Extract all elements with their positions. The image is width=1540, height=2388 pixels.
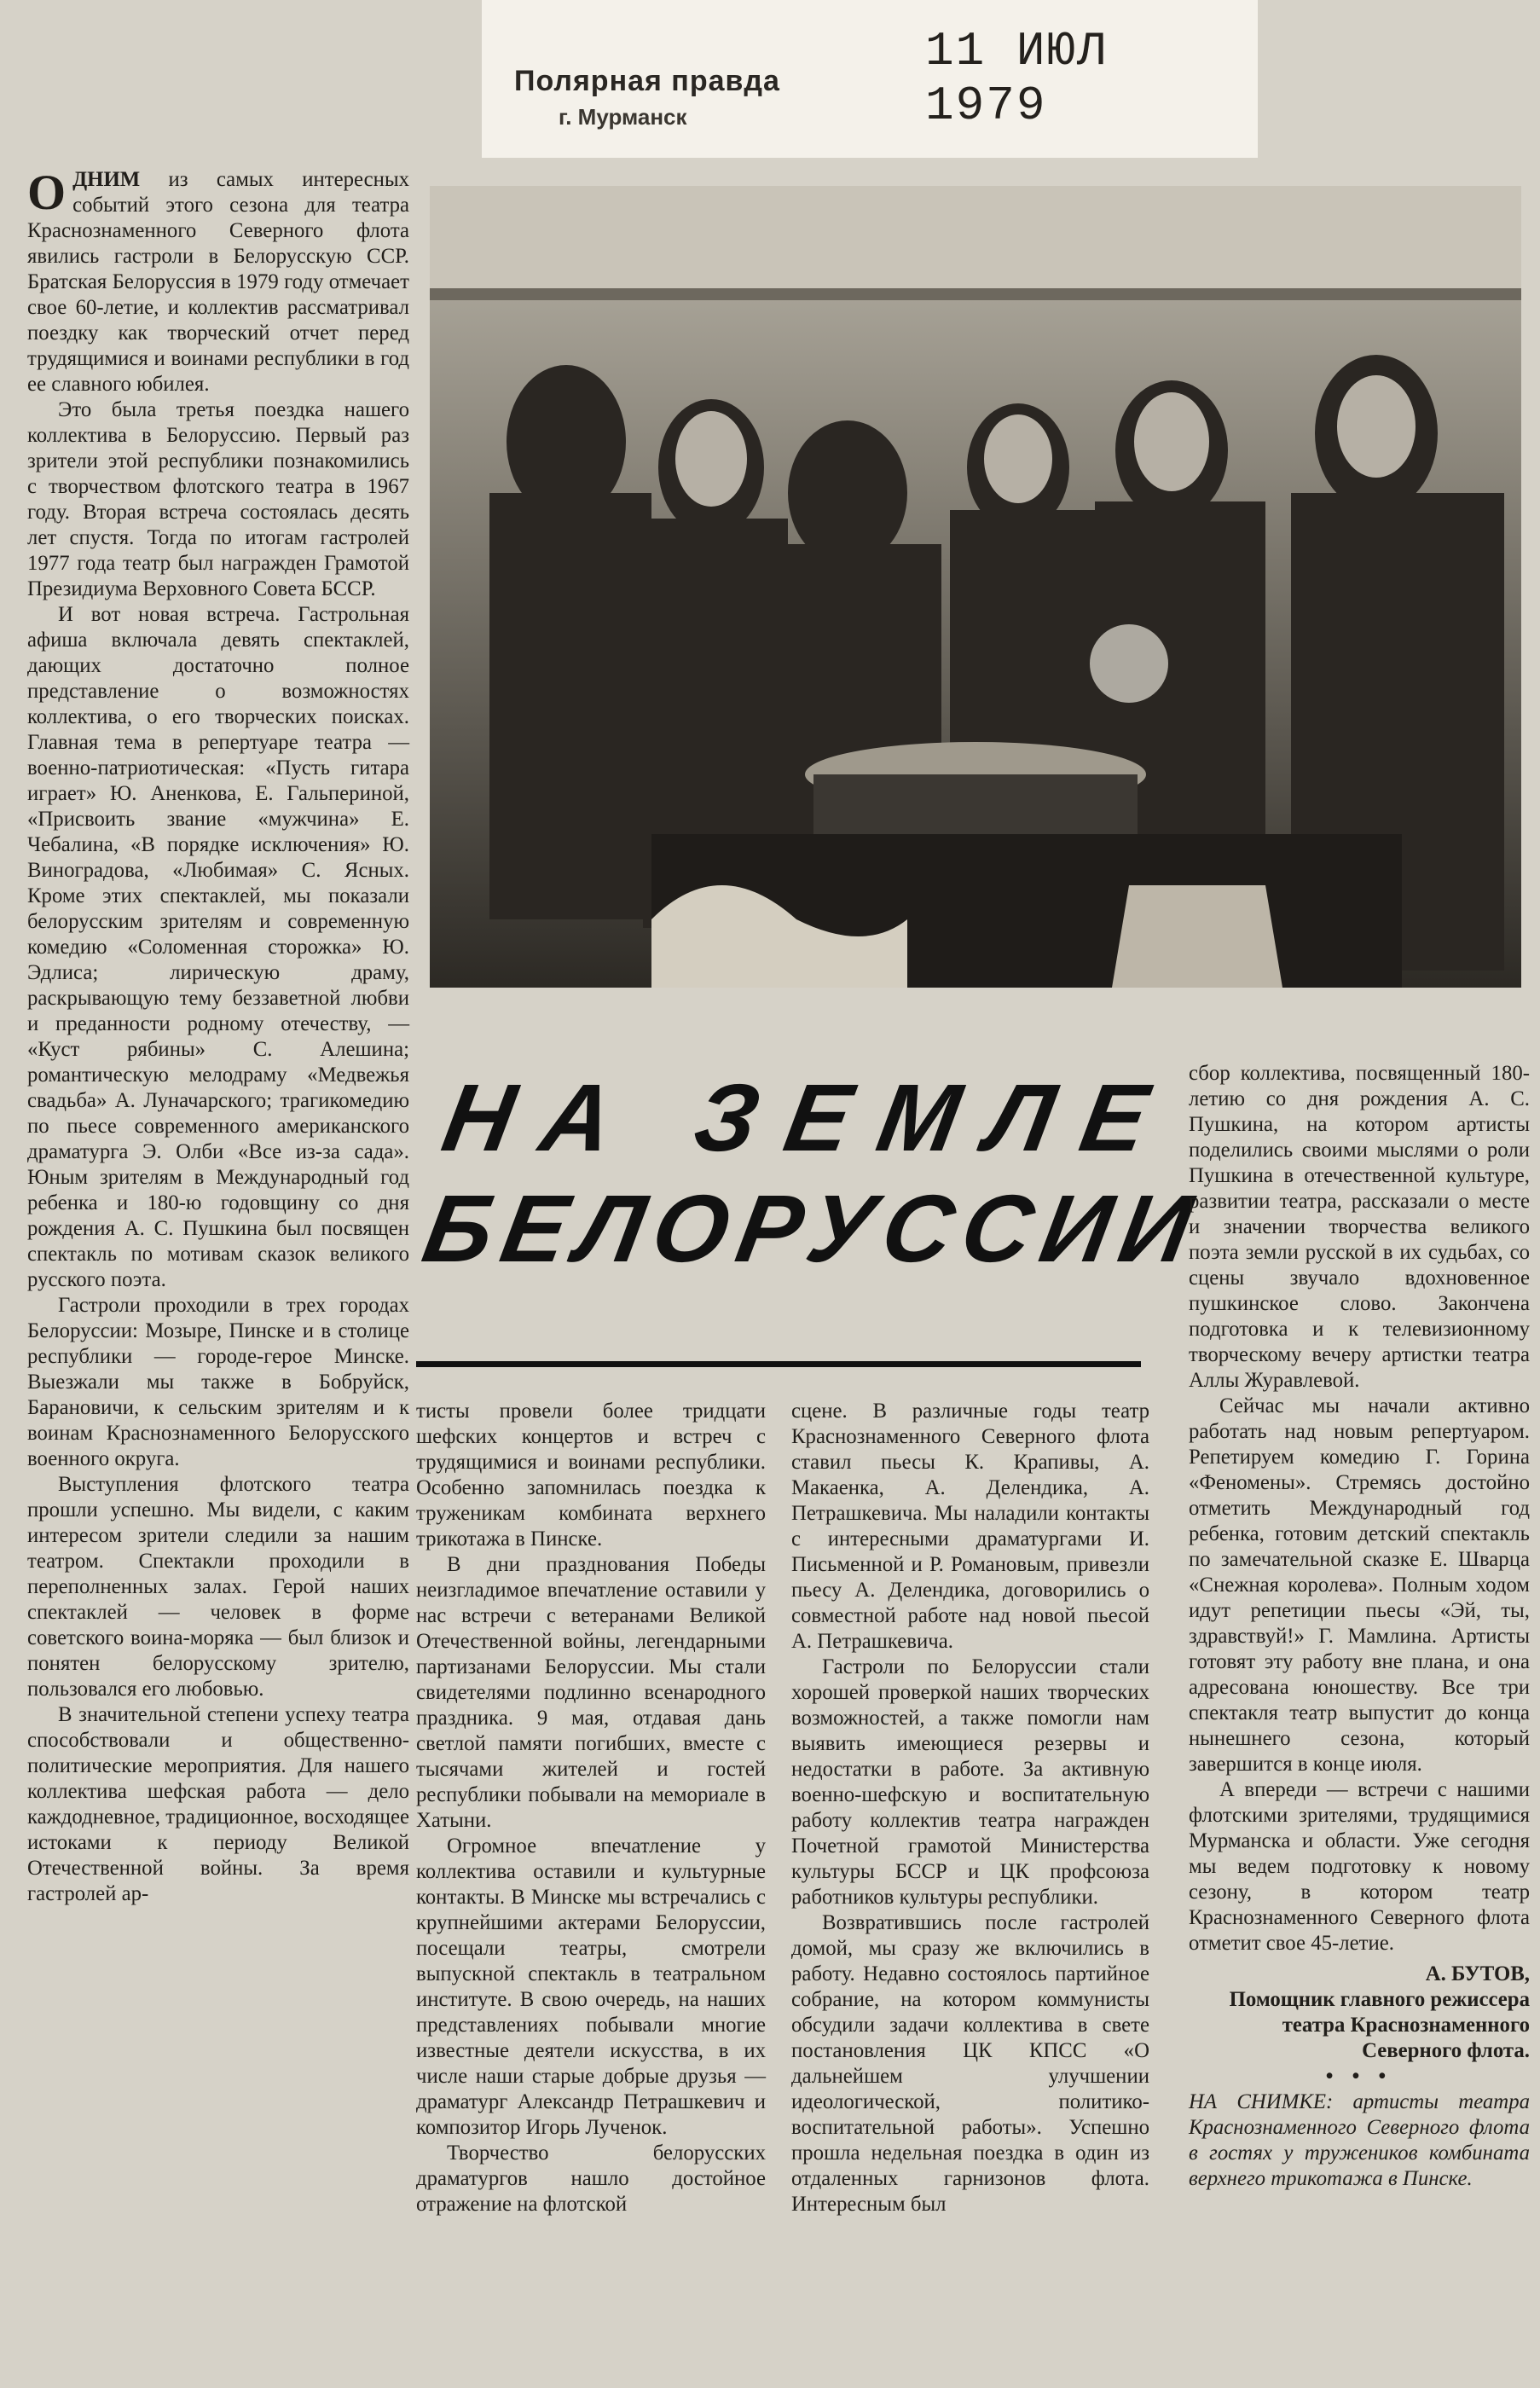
headline-rule <box>416 1361 1141 1367</box>
article-column-4 <box>1189 1061 1530 2379</box>
paragraph: Гастроли по Белоруссии стали хорошей проверкой наших творческих возможностей, а также помогли нам выявить имеющиеся резервы и недостатки в работе. За активную военно-шефскую и воспитательную работу коллектив театра награжден Почетной грамотой Министерства культуры БССР и ЦК профсоюза работников культуры республики. <box>791 1655 1149 1909</box>
caption-label: НА СНИМКЕ: <box>1189 2090 1334 2113</box>
author-name: А. БУТОВ, <box>1425 1962 1530 1985</box>
dropcap-rest: ДНИМ <box>72 168 141 191</box>
date-stamp: 11 ИЮЛ 1979 <box>925 24 1108 133</box>
paragraph: В дни празднования Победы неизгладимое впечатление оставили у нас встречи с ветеранами Великой Отечественной войны, легендарными партизанами Белоруссии. Мы стали свидетелями подлинно всенародного праздника. 9 мая, отдавая дань светлой памяти погибших, вместе с тысячами жителей и гостей республики побывали на мемориале в Хатыни. <box>416 1553 766 1832</box>
paragraph: тисты провели более тридцати шефских концертов и встреч с трудящимися и воинами республики. Особенно запомнилась поездка к труженикам комбината верхнего трикотажа в Пинске. <box>416 1400 766 1550</box>
paragraph: А впереди — встречи с нашими флотскими зрителями, трудящимися Мурманска и области. Уже сегодня мы ведем подготовку к новому сезону, в котором театр Краснознаменного Северного флота отметит свое 45-летие. <box>1189 1778 1530 1955</box>
paragraph: В значительной степени успеху театра способствовали и общественно-политические мероприятия. Для нашего коллектива шефская работа — дело каждодневное, традиционное, восходящее истоками к периоду Великой Отечественной войны. За время гастролей ар- <box>27 1703 409 1905</box>
paragraph: Сейчас мы начали активно работать над новым репертуаром. Репетируем комедию Г. Горина «Феномены». Стремясь достойно отметить Международный год ребенка, готовим детский спектакль по замечательной сказке Е. Шварца «Снежная королева». Полным ходом идут репетиции пьесы «Эй, ты, здравствуй!» Г. Мамлина. Артисты готовят эту работу вне плана, и она адресована юношеству. Все три спектакля театр выпустит до конца нынешнего сезона, который завершится в конце июля. <box>1189 1394 1530 1776</box>
headline-line-2: БЕЛОРУССИИ <box>415 1175 1210 1282</box>
headline-line-1: НА ЗЕМЛЕ <box>435 1064 1185 1171</box>
paragraph: И вот новая встреча. Гастрольная афиша включала девять спектаклей, дающих достаточно полное представление о возможностях коллектива, о его творческих поисках. Главная тема в репертуаре театра — военно-патриотическая: «Пусть гитара играет» Ю. Аненкова, Е. Гальпериной, «Присвоить звание «мужчина» Е. Чебалина, «В порядке исключения» Ю. Виноградова, «Любимая» С. Ясных. Кроме этих спектаклей, мы показали белорусским зрителям и современную комедию «Соломенная сторожка» Ю. Эдлиса; лирическую драму, раскрывающую тему беззаветной любви и преданности родному отечеству, — «Куст рябины» С. Алешина; романтическую мелодраму «Медвежья свадьба» А. Луначарского; трагикомедию по пьесе современного американского драматурга Э. Олби «Все из-за сада». Юным зрителям в Международный год ребенка и 180-ю годовщину со дня рождения А. С. Пушкина был посвящен спектакль по мотивам сказок великого русского поэта. <box>27 603 409 1291</box>
paragraph: Выступления флотского театра прошли успешно. Мы видели, с каким интересом зрители следили за нашим театром. Спектакли проходили в переполненных залах. Герой наших спектаклей — человек в форме советского воина-моряка — был близок и понятен белорусскому зрителю, пользовался его любовью. <box>27 1473 409 1701</box>
paragraph: Это была третья поездка нашего коллектива в Белоруссию. Первый раз зрители этой республики познакомились с творчеством флотского театра в 1967 году. Вторая встреча состоялась десять лет спустя. Тогда по итогам гастролей 1977 года театр был награжден Грамотой Президиума Верховного Совета БССР. <box>27 398 409 600</box>
paragraph <box>27 167 409 397</box>
article-headline <box>415 1063 1210 1284</box>
paragraph: Возвратившись после гастролей домой, мы сразу же включились в работу. Недавно состоялось партийное собрание, на котором коммунисты обсудили задачи коллектива в свете постановления ЦК КПСС «О дальнейшем улучшении идеологической, политико-воспитательной работы». Успешно прошла недельная поездка в один из отдаленных гарнизонов флота. Интересным был <box>791 1911 1149 2216</box>
paragraph-text: из самых интересных событий этого сезона для театра Краснознаменного Северного флота явились гастроли в Белорусскую ССР. Братская Белоруссия в 1979 году отмечает свое 60-летие, и коллектив рассматривал поездку как творческий отчет перед трудящимися и воинами республики в год ее славного юбилея. <box>27 168 409 396</box>
separator-dots: • • • <box>1325 2065 1393 2088</box>
paragraph: сбор коллектива, посвященный 180-летию со дня рождения А. С. Пушкина, на котором артисты поделились своими мыслями о роли Пушкина в отечественной культуре, развитии театра, рассказали о месте и значении творчества великого поэта земли русской в их судьбах, со сцены звучало вдохновенное пушкинское слово. Закончена подготовка и к телевизионному творческому вечеру артистки театра Аллы Журавлевой. <box>1189 1062 1530 1392</box>
paragraph: Творчество белорусских драматургов нашло достойное отражение на флотской <box>416 2142 766 2216</box>
photo-scene <box>430 186 1521 988</box>
paper-name: Полярная правда <box>514 65 780 97</box>
dropcap-letter: О <box>27 165 67 220</box>
article-column-2 <box>416 1399 766 2379</box>
caption-text: артисты театра Краснознаменного Северного флота в гостях у тружеников комбината верхнего трикотажа в Пинске. <box>1189 2090 1530 2190</box>
paragraph: сцене. В различные годы театр Краснознаменного Северного флота ставил пьесы К. Крапивы, А. Макаенка, А. Делендика, А. Петрашкевича. Мы наладили контакты с интересными драматургами И. Письменной и Р. Романовым, привезли пьесу А. Делендика, договорились о совместной работе над новой пьесой А. Петрашкевича. <box>791 1400 1149 1653</box>
paragraph: Гастроли проходили в трех городах Белоруссии: Мозыре, Пинске и в столице республики — городе-герое Минске. Выезжали мы также в Бобруйск, Барановичи, к сельским зрителям и к воинам Краснознаменного Белорусского военного округа. <box>27 1294 409 1470</box>
photo-caption <box>1189 2090 1530 2192</box>
masthead <box>482 0 1258 158</box>
paragraph: Огромное впечатление у коллектива оставили и культурные контакты. В Минске мы встречались с крупнейшими актерами Белоруссии, посещали театры, смотрели выпускной спектакль в театральном институте. В свою очередь, на наших представлениях побывали многие известные деятели искусства, в их числе наши старые добрые друзья — драматург Александр Петрашкевич и композитор Игорь Лученок. <box>416 1834 766 2139</box>
article-photo <box>430 186 1521 988</box>
author-position: Помощник главного режиссера театра Краснознаменного Северного флота. <box>1229 1988 1530 2062</box>
article-column-1 <box>27 167 409 2376</box>
paper-city: г. Мурманск <box>559 104 687 130</box>
article-column-3 <box>791 1399 1149 2379</box>
